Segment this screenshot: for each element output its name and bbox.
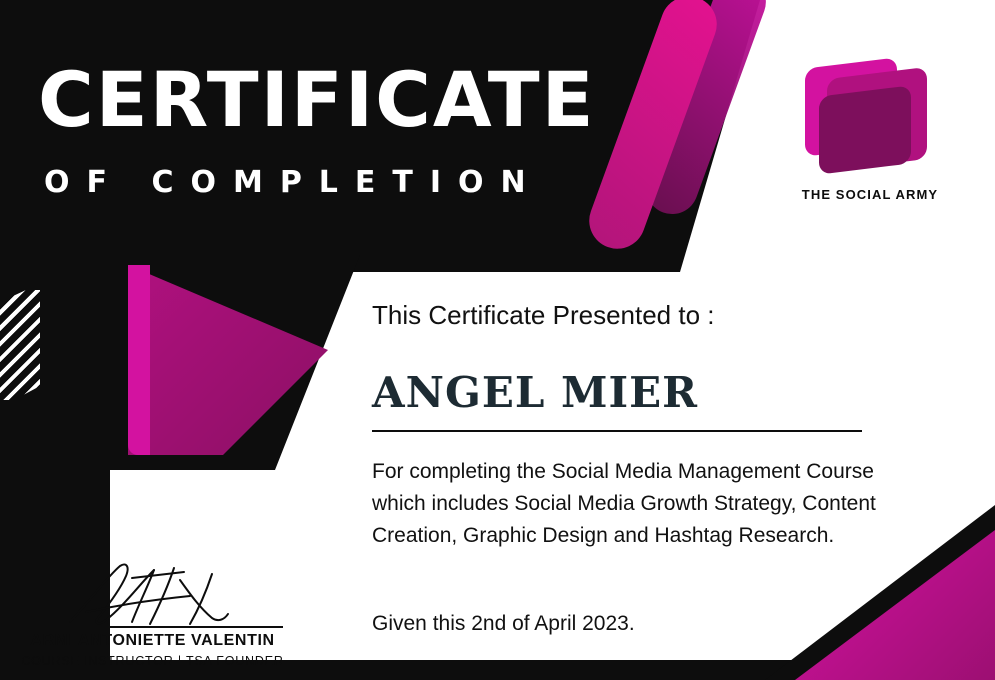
certificate-date: Given this 2nd of April 2023. — [372, 612, 635, 635]
signatory-name: ARMI ANTONIETTE VALENTIN — [30, 632, 275, 649]
stripe-decoration — [0, 290, 40, 400]
signature-line — [25, 626, 283, 628]
signature-icon — [62, 560, 242, 630]
brand-logo — [795, 55, 945, 215]
magenta-bottom-right-shape — [795, 530, 995, 680]
magenta-flag-edge — [128, 265, 150, 455]
page-subtitle: OF COMPLETION — [44, 165, 543, 200]
signatory-role: COURSE INSTRUCTOR | TSA FOUNDER — [21, 654, 284, 668]
page-title: CERTIFICATE — [38, 55, 596, 144]
signature-block — [20, 560, 284, 668]
brand-name: THE SOCIAL ARMY — [801, 187, 939, 202]
logo-square-front-icon — [819, 85, 911, 174]
recipient-underline — [372, 430, 862, 432]
presented-to-label: This Certificate Presented to : — [372, 300, 715, 330]
recipient-name: ANGEL MIER — [372, 368, 699, 417]
certificate-body-text: For completing the Social Media Management Course which includes Social Media Growth Strategy, Content Creation, Graphic Design and Hashtag Research. — [372, 460, 876, 547]
